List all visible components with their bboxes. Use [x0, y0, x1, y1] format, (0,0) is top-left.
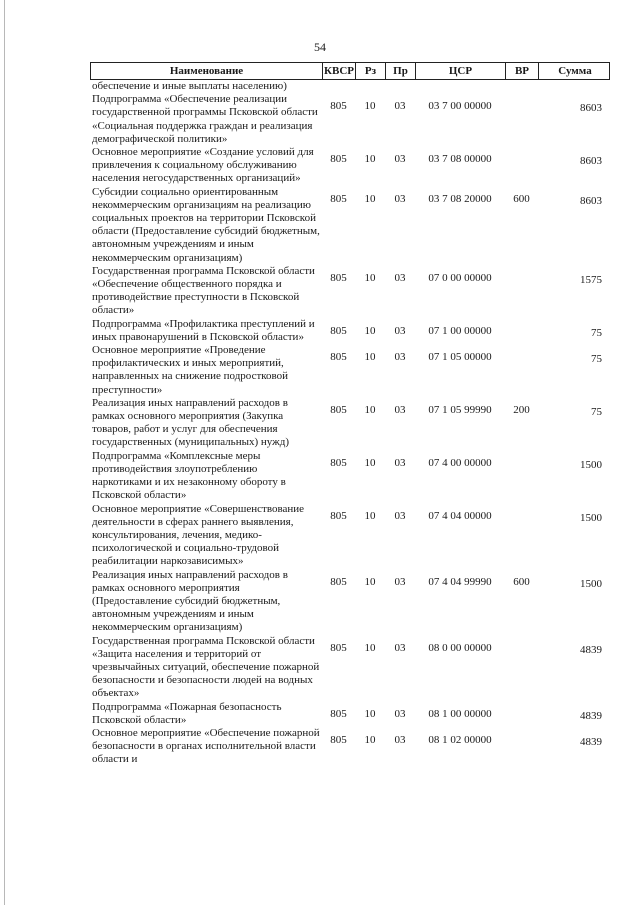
row-csr: 07 1 05 00000: [428, 351, 492, 364]
row-pr: 03: [394, 100, 406, 113]
row-pr: 03: [394, 271, 406, 284]
row-kvsr: 805: [330, 641, 347, 654]
row-csr: 07 1 05 99990: [428, 403, 492, 416]
row-csr: 03 7 08 20000: [428, 192, 492, 205]
row-rz: 10: [364, 456, 376, 469]
row-pr: 03: [394, 403, 406, 416]
header-kvsr: КВСР: [323, 63, 356, 79]
row-name: обеспечение и иные выплаты населению): [92, 80, 287, 92]
row-rz: 10: [364, 324, 376, 337]
row-rz: 10: [364, 707, 376, 720]
table-row: [90, 146, 610, 186]
row-name: Реализация иных направлений расходов в рамках основного мероприятия (Предоставление субсидий бюджетным, автономным учреждениям и иным некоммерческим организациям): [92, 568, 288, 634]
table-body: [90, 80, 610, 767]
row-rz: 10: [364, 153, 376, 166]
row-kvsr: 805: [330, 153, 347, 166]
row-csr: 03 7 00 00000: [428, 100, 492, 113]
row-sum: 8603: [580, 102, 602, 115]
header-rz: Рз: [356, 63, 386, 79]
row-rz: 10: [364, 192, 376, 205]
row-name: Основное мероприятие «Создание условий для привлечения к социальному обслуживанию населения негосударственных организаций»: [92, 146, 314, 185]
table-row: [90, 701, 610, 727]
row-pr: 03: [394, 192, 406, 205]
row-sum: 4839: [580, 735, 602, 748]
table-row: [90, 186, 610, 265]
row-sum: 4839: [580, 643, 602, 656]
table-row: [90, 727, 610, 767]
row-name: Подпрограмма «Профилактика преступлений и иных правонарушений в Псковской области»: [92, 317, 315, 343]
row-pr: 03: [394, 733, 406, 746]
row-sum: 1500: [580, 577, 602, 590]
row-pr: 03: [394, 575, 406, 588]
row-csr: 03 7 08 00000: [428, 153, 492, 166]
table-header: [90, 62, 610, 80]
header-vr: ВР: [506, 63, 539, 79]
row-name: Подпрограмма «Комплексные меры противодействия злоупотреблению наркотиками и их незаконному обороту в Псковской области»: [92, 449, 286, 502]
row-kvsr: 805: [330, 733, 347, 746]
row-csr: 07 1 00 00000: [428, 324, 492, 337]
row-pr: 03: [394, 153, 406, 166]
row-sum: 8603: [580, 155, 602, 168]
row-rz: 10: [364, 403, 376, 416]
row-sum: 1575: [580, 273, 602, 286]
row-pr: 03: [394, 351, 406, 364]
row-csr: 08 0 00 00000: [428, 641, 492, 654]
row-kvsr: 805: [330, 100, 347, 113]
row-pr: 03: [394, 641, 406, 654]
row-kvsr: 805: [330, 192, 347, 205]
row-csr: 07 4 00 00000: [428, 456, 492, 469]
row-csr: 08 1 00 00000: [428, 707, 492, 720]
row-name: Реализация иных направлений расходов в рамках основного мероприятия (Закупка товаров, работ и услуг для обеспечения государственных (муниципальных) нужд): [92, 396, 289, 449]
row-rz: 10: [364, 100, 376, 113]
table-row: [90, 569, 610, 635]
row-sum: 4839: [580, 709, 602, 722]
table-row: [90, 93, 610, 146]
row-rz: 10: [364, 575, 376, 588]
row-name: Подпрограмма «Пожарная безопасность Псковской области»: [92, 700, 282, 726]
table-row: [90, 397, 610, 450]
row-sum: 1500: [580, 458, 602, 471]
table-row: [90, 503, 610, 569]
header-pr: Пр: [386, 63, 416, 79]
row-vr: 200: [513, 403, 530, 416]
budget-table: [90, 62, 610, 767]
table-row: [90, 80, 610, 93]
header-sum: Сумма: [558, 65, 592, 77]
table-row: [90, 344, 610, 397]
row-kvsr: 805: [330, 575, 347, 588]
scan-edge-line: [4, 0, 5, 905]
row-kvsr: 805: [330, 403, 347, 416]
row-kvsr: 805: [330, 456, 347, 469]
row-sum: 75: [591, 405, 602, 418]
row-kvsr: 805: [330, 351, 347, 364]
table-row: [90, 318, 610, 344]
row-csr: 07 4 04 00000: [428, 509, 492, 522]
row-name: Основное мероприятие «Совершенствование деятельности в сферах раннего выявления, консультирования, лечения, медико-психологической и социально-трудовой реабилитации наркозависимых»: [92, 502, 305, 568]
row-name: Государственная программа Псковской области «Защита населения и территорий от чрезвычайных ситуаций, обеспечение пожарной безопасности и безопасности людей на водных объектах»: [92, 634, 320, 700]
row-name: Подпрограмма «Обеспечение реализации государственной программы Псковской области «Социальная поддержка граждан и реализация демографической политики»: [92, 93, 318, 145]
row-rz: 10: [364, 509, 376, 522]
row-sum: 1500: [580, 511, 602, 524]
row-kvsr: 805: [330, 324, 347, 337]
row-vr: 600: [513, 192, 530, 205]
row-pr: 03: [394, 509, 406, 522]
row-sum: 75: [591, 353, 602, 366]
row-rz: 10: [364, 351, 376, 364]
row-pr: 03: [394, 324, 406, 337]
row-vr: 600: [513, 575, 530, 588]
row-pr: 03: [394, 707, 406, 720]
row-rz: 10: [364, 271, 376, 284]
header-name: Наименование: [91, 63, 323, 79]
row-kvsr: 805: [330, 271, 347, 284]
row-sum: 8603: [580, 194, 602, 207]
row-pr: 03: [394, 456, 406, 469]
table-row: [90, 265, 610, 318]
row-csr: 08 1 02 00000: [428, 733, 492, 746]
header-csr: ЦСР: [416, 63, 506, 79]
page-number: 54: [314, 40, 326, 54]
row-name: Государственная программа Псковской области «Обеспечение общественного порядка и противодействие преступности в Псковской области»: [92, 264, 315, 317]
row-csr: 07 0 00 00000: [428, 271, 492, 284]
row-csr: 07 4 04 99990: [428, 575, 492, 588]
row-rz: 10: [364, 641, 376, 654]
table-row: [90, 450, 610, 503]
row-name: Основное мероприятие «Проведение профилактических и иных мероприятий, направленных на снижение подростковой преступности»: [92, 344, 289, 396]
row-rz: 10: [364, 733, 376, 746]
row-name: Субсидии социально ориентированным некоммерческим организациям на реализацию социальных проектов на территории Псковской области (Предоставление субсидий бюджетным, автономным учреждениям и иным некоммерческим организациям): [92, 185, 320, 264]
row-kvsr: 805: [330, 509, 347, 522]
table-row: [90, 635, 610, 701]
row-sum: 75: [591, 326, 602, 339]
row-kvsr: 805: [330, 707, 347, 720]
row-name: Основное мероприятие «Обеспечение пожарной безопасности в органах исполнительной власти области и: [92, 726, 320, 766]
